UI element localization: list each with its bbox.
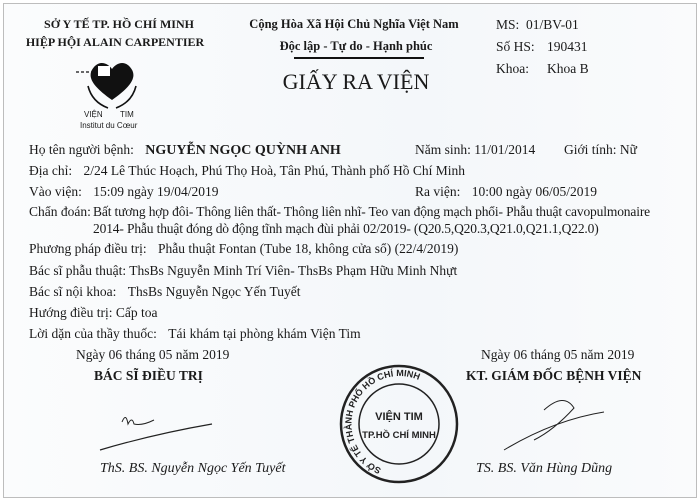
vien-tim-logo (72, 56, 152, 131)
surgeons-value: ThsBs Nguyễn Minh Trí Viên- ThsBs Phạm Hữu Minh Nhựt (129, 263, 458, 278)
admit-value: 15:09 ngày 19/04/2019 (93, 184, 219, 199)
dob-label: Năm sinh: (415, 142, 471, 157)
direction-row (29, 305, 157, 321)
org-line1: SỞ Y TẾ TP. HỒ CHÍ MINH (44, 17, 194, 31)
advice-value: Tái khám tại phòng khám Viện Tim (168, 326, 361, 341)
internist-label: Bác sĩ nội khoa: (29, 284, 117, 299)
motto-line2: Độc lập - Tự do - Hạnh phúc (279, 39, 433, 53)
admit-row (29, 184, 219, 200)
surgeons-label: Bác sĩ phẫu thuật: (29, 263, 127, 278)
so-hs-label: Số HS: (496, 39, 535, 54)
page-title: GIẤY RA VIỆN (282, 69, 430, 94)
khoa-value: Khoa B (547, 61, 589, 76)
motto-line1: Cộng Hòa Xã Hội Chủ Nghĩa Việt Nam (249, 17, 459, 31)
left-title: BÁC SĨ ĐIỀU TRỊ (94, 368, 203, 383)
discharge-value: 10:00 ngày 06/05/2019 (471, 184, 597, 199)
left-signature-mark (94, 404, 224, 454)
patient-name-row (29, 142, 341, 159)
right-date: Ngày 06 tháng 05 năm 2019 (481, 347, 635, 362)
direction-value: Cấp toa (115, 305, 158, 320)
patient-name: NGUYỄN NGỌC QUỲNH ANH (145, 143, 341, 158)
ms-label: MS: (496, 17, 520, 32)
diagnosis-label: Chẩn đoán: (29, 204, 91, 219)
discharge-paper (3, 3, 697, 498)
discharge-row (415, 184, 597, 200)
sex-value: Nữ (619, 142, 637, 157)
heart-logo-icon (72, 56, 152, 110)
treatment-value: Phẫu thuật Fontan (Tube 18, không cửa sổ) (22/4/2019) (157, 241, 459, 256)
stamp-ring-text: SỞ Y TẾ THÀNH PHỐ HỒ CHÍ MINH (343, 367, 422, 476)
address-label: Địa chỉ: (29, 163, 73, 178)
surgeons-row (29, 263, 457, 279)
diagnosis-line1: Bất tương hợp đôi- Thông liên thất- Thông liên nhĩ- Teo van động mạch phổi- Phẫu thuật cavopulmonaire (93, 204, 651, 219)
advice-label: Lời dặn của thầy thuốc: (29, 326, 157, 341)
ms-value: 01/BV-01 (526, 17, 579, 32)
sex-row (564, 142, 637, 158)
discharge-label: Ra viện: (415, 184, 461, 199)
motto-underline (294, 57, 424, 59)
stamp-line1: VIỆN TIM (375, 411, 423, 423)
direction-label: Hướng điều trị: (29, 305, 113, 320)
left-signer-name: ThS. BS. Nguyễn Ngọc Yến Tuyết (100, 461, 286, 476)
right-signer-name: TS. BS. Văn Hùng Dũng (476, 461, 613, 476)
internist-value: ThsBs Nguyễn Ngọc Yến Tuyết (127, 284, 301, 299)
right-signature-mark (484, 390, 614, 454)
patient-name-label: Họ tên người bệnh: (29, 142, 134, 157)
admit-label: Vào viện: (29, 184, 82, 199)
address-value: 2/24 Lê Thúc Hoạch, Phú Thọ Hoà, Tân Phú, Thành phố Hồ Chí Minh (83, 163, 465, 178)
internist-row (29, 284, 301, 300)
dob-value: 11/01/2014 (474, 142, 536, 157)
advice-row (29, 326, 361, 342)
logo-left-text: VIỆN (84, 110, 103, 119)
khoa-label: Khoa: (496, 61, 529, 76)
org-line2: HIỆP HỘI ALAIN CARPENTIER (25, 35, 205, 49)
dob-row (415, 142, 535, 158)
right-title: KT. GIÁM ĐỐC BỆNH VIỆN (466, 368, 642, 383)
logo-right-text: TIM (120, 110, 134, 119)
hospital-stamp (334, 362, 464, 486)
treatment-row (29, 241, 458, 257)
diagnosis-line2: 2014- Phẫu thuật đóng dò động tĩnh mạch đùi phải 02/2019- (Q20.5,Q20.3,Q21.0,Q21.1,Q22.0) (93, 221, 599, 236)
sex-label: Giới tính: (564, 142, 617, 157)
logo-subtitle: Institut du Cœur (80, 121, 138, 130)
stamp-line2: TP.HỒ CHÍ MINH (362, 430, 436, 441)
so-hs-value: 190431 (547, 39, 588, 54)
treatment-label: Phương pháp điều trị: (29, 241, 147, 256)
address-row (29, 163, 465, 179)
left-date: Ngày 06 tháng 05 năm 2019 (76, 347, 230, 362)
